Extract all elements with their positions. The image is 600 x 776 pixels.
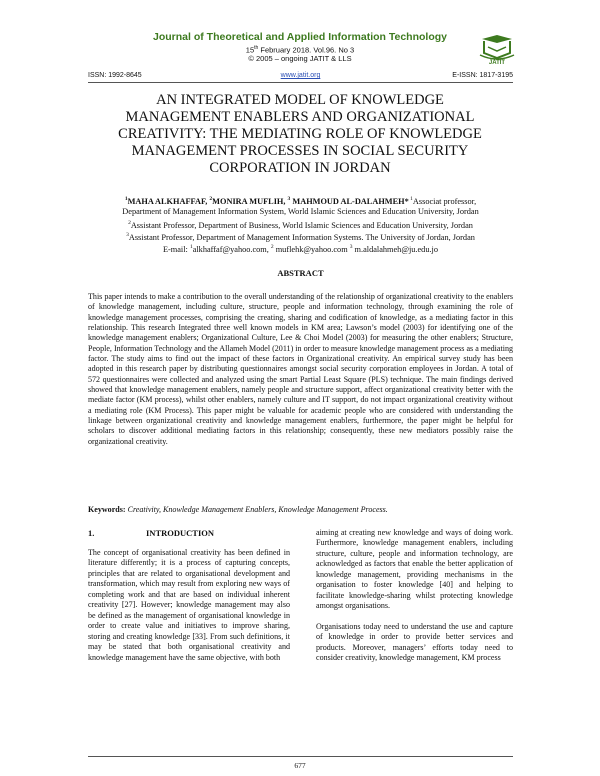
right-paragraph-1: aiming at creating new knowledge and ways of doing work. Furthermore, knowledge management enablers, including structure, culture, people and information technology, are acknowledged as factors that enable the better application of knowledge management, providing mechanisms in the organisation to foster knowledge [40] and helping to facilitate knowledge-sharing whilst protecting knowledge amongst organisations. (316, 528, 513, 611)
footer-divider (88, 756, 513, 757)
page-number: 677 (294, 761, 306, 770)
copyright-line: © 2005 – ongoing JATIT & LLS (248, 54, 352, 63)
email-line: E-mail: $^1$alkhaffaf@yahoo.com, $^2$ muflehk@yahoo.com $^3$ m.aldalahmeh@ju.edu.jo (162, 244, 439, 254)
issn: ISSN: 1992-8645 (88, 72, 142, 79)
keywords-line: Keywords: Creativity, Knowledge Management Enablers, Knowledge Management Process. (88, 505, 388, 514)
affiliation-3: $^3$Assistant Professor, Department of Management Information Systems. The University of Jordan, Jordan (126, 232, 475, 242)
header-divider (88, 82, 513, 83)
paper-title: AN INTEGRATED MODEL OF KNOWLEDGE MANAGEMENT ENABLERS AND ORGANIZATIONAL CREATIVITY: THE MEDIATING ROLE OF KNOWLEDGE MANAGEMENT PROCESSES IN SOCIAL SECURITY CORPORATION IN JORDAN (118, 92, 482, 176)
author-line: $^1$MAHA ALKHAFFAF, $^2$MONIRA MUFLIH, $^3$ MAHMOUD AL-DALAHMEH* $^1$Associat professor, (124, 196, 477, 206)
abstract-heading: ABSTRACT (277, 268, 324, 278)
intro-left-column: The concept of organisational creativity has been defined in literature differently; it is a process of capturing concepts, principles that are related to organisational development and transformation, which may result from exploring new ways of completing work and that are based on individual inherent creativity [27]. However; knowledge management may also be defined as the management of organisational knowledge in order to create value and initiatives to improve sharing, storing and creating knowledge [33]. From such definitions, it may be stated that both organisational creativity and knowledge management have the same objective, with both (88, 548, 290, 662)
logo-text: JATIT (488, 60, 506, 66)
intro-right-column (316, 528, 513, 663)
section-heading: 1. INTRODUCTION (88, 528, 215, 538)
issue-date: 15th February 2018. Vol.96. No 3 (245, 45, 355, 55)
affiliation-2: $^2$Assistant Professor, Department of Business, World Islamic Sciences and Education University, Jordan (128, 220, 473, 230)
affiliation-1: Department of Management Information System, World Islamic Sciences and Education University, Jordan (122, 207, 479, 216)
website-link[interactable]: www.jatit.org (280, 72, 321, 79)
right-paragraph-2: Organisations today need to understand the use and capture of knowledge in order to provide better services and products. Moreover, managers’ efforts today need to consider creativity, knowledge management, KM process (316, 621, 513, 662)
abstract-body: This paper intends to make a contribution to the overall understanding of the relationship of organizational creativity to the enablers of knowledge management, including culture, structure, people and information technology, through examining the role of knowledge management processes, comprising the creating, sharing and codification of knowledge, as a mediating factor in this relationship. This research Integrated three well known models in KM area; Lawson’s model (2003) for identifying one of the knowledge management enablers; Organizational Culture, Lee & Choi Model (2003) for measuring the other enablers; Structure, People, Information Technology and the Allameh Model (2011) in order to measure knowledge management process as a mediating factor. The study aims to find out the impact of these factors in Organizational creativity. An empirical survey study has been adopted in this research paper by distributing questionnaires amongst social security corporation employees in Jordan. A total of 572 questionnaires were collected and analyzed using the smart Partial Least Square (PLS) technique. The main findings derived showed that knowledge management enablers, namely people and structure support, affect organizational creativity better with the mediate factor (KM process), whilst other enablers, namely culture and IT support, do not impact organizational creativity without a mediating role (KM Process). This paper might be valuable for academic people who are considered with understanding the linkage between organizational creativity and knowledge management enablers, furthermore, the paper might be helpful for scholars to discover additional mediating factors in this relationship; consequently, these new mediators possibly raise the organizational creativity. (88, 292, 513, 446)
eissn: E-ISSN: 1817-3195 (452, 72, 513, 79)
journal-title: Journal of Theoretical and Applied Information Technology (152, 31, 447, 43)
